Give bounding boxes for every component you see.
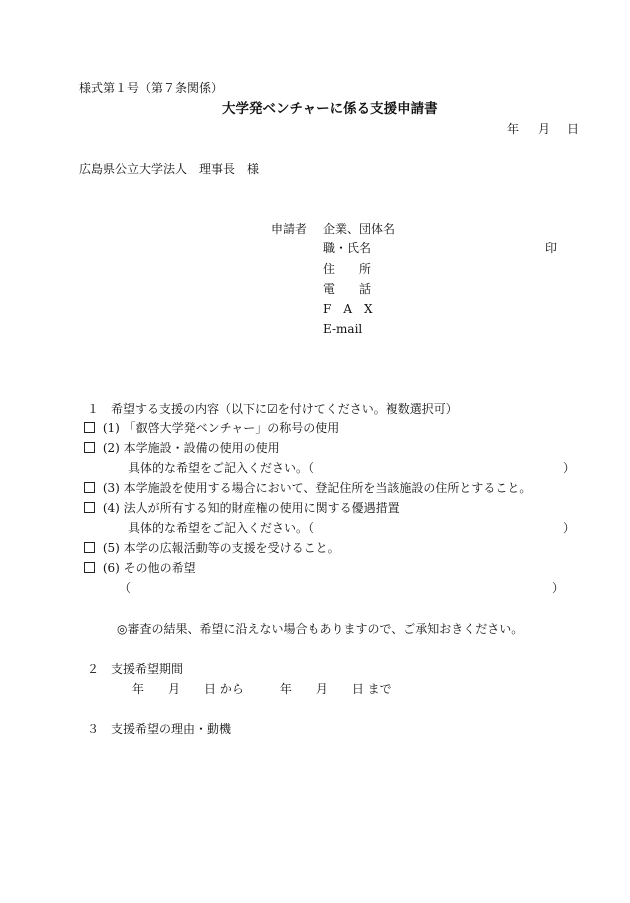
section2-heading: ２ 支援希望期間 (87, 662, 184, 676)
email-label: E-mail (323, 322, 363, 336)
paren-close-2: ） (563, 461, 576, 475)
date-month-label: 月 (538, 122, 551, 136)
support-item-3[interactable] (84, 481, 531, 495)
checkbox-icon[interactable] (84, 482, 95, 493)
support-item-label: (4) 法人が所有する知的財産権の使用に関する優遇措置 (102, 501, 400, 515)
checkbox-icon[interactable] (84, 562, 95, 573)
detail-prompt-4: 具体的な希望をご記入ください。（ (128, 521, 315, 535)
support-item-5[interactable] (84, 541, 340, 555)
fax-label: F A X (323, 302, 373, 316)
checkbox-icon[interactable] (84, 422, 95, 433)
phone-label: 電 話 (323, 282, 372, 296)
date-day-label: 日 (567, 122, 580, 136)
paren-close-6: ） (552, 581, 565, 595)
position-name-label: 職・氏名 (323, 241, 372, 255)
support-item-2[interactable] (84, 441, 280, 455)
form-number: 様式第１号（第７条関係） (79, 81, 224, 95)
support-item-6[interactable] (84, 561, 196, 575)
support-item-4[interactable] (84, 501, 400, 515)
support-item-label: (5) 本学の広報活動等の支援を受けること。 (102, 541, 340, 555)
support-period: 年 月 日 から 年 月 日 まで (132, 682, 392, 696)
checkbox-icon[interactable] (84, 542, 95, 553)
detail-prompt-2: 具体的な希望をご記入ください。（ (128, 461, 315, 475)
company-label: 企業、団体名 (323, 222, 396, 236)
date-year-label: 年 (507, 122, 520, 136)
checkbox-icon[interactable] (84, 442, 95, 453)
section1-heading: １ 希望する支援の内容（以下に☑を付けてください。複数選択可） (87, 402, 458, 416)
support-item-label: (1) 「叡啓大学発ベンチャー」の称号の使用 (102, 421, 340, 435)
review-note: ◎審査の結果、希望に沿えない場合もありますので、ご承知おきください。 (117, 622, 524, 636)
paren-close-4: ） (563, 521, 576, 535)
support-item-label: (6) その他の希望 (102, 561, 196, 575)
support-item-1[interactable] (84, 421, 339, 435)
checkbox-icon[interactable] (84, 502, 95, 513)
seal-mark: 印 (545, 241, 558, 255)
address-label: 住 所 (323, 262, 372, 276)
support-item-label: (3) 本学施設を使用する場合において、登記住所を当該施設の住所とすること。 (102, 481, 532, 495)
section3-heading: ３ 支援希望の理由・動機 (87, 722, 232, 736)
support-item-label: (2) 本学施設・設備の使用の使用 (102, 441, 280, 455)
applicant-label: 申請者 (271, 222, 308, 236)
form-title: 大学発ベンチャーに係る支援申請書 (222, 101, 438, 117)
addressee: 広島県公立大学法人 理事長 様 (79, 162, 260, 176)
paren-open-6: （ (119, 581, 132, 595)
